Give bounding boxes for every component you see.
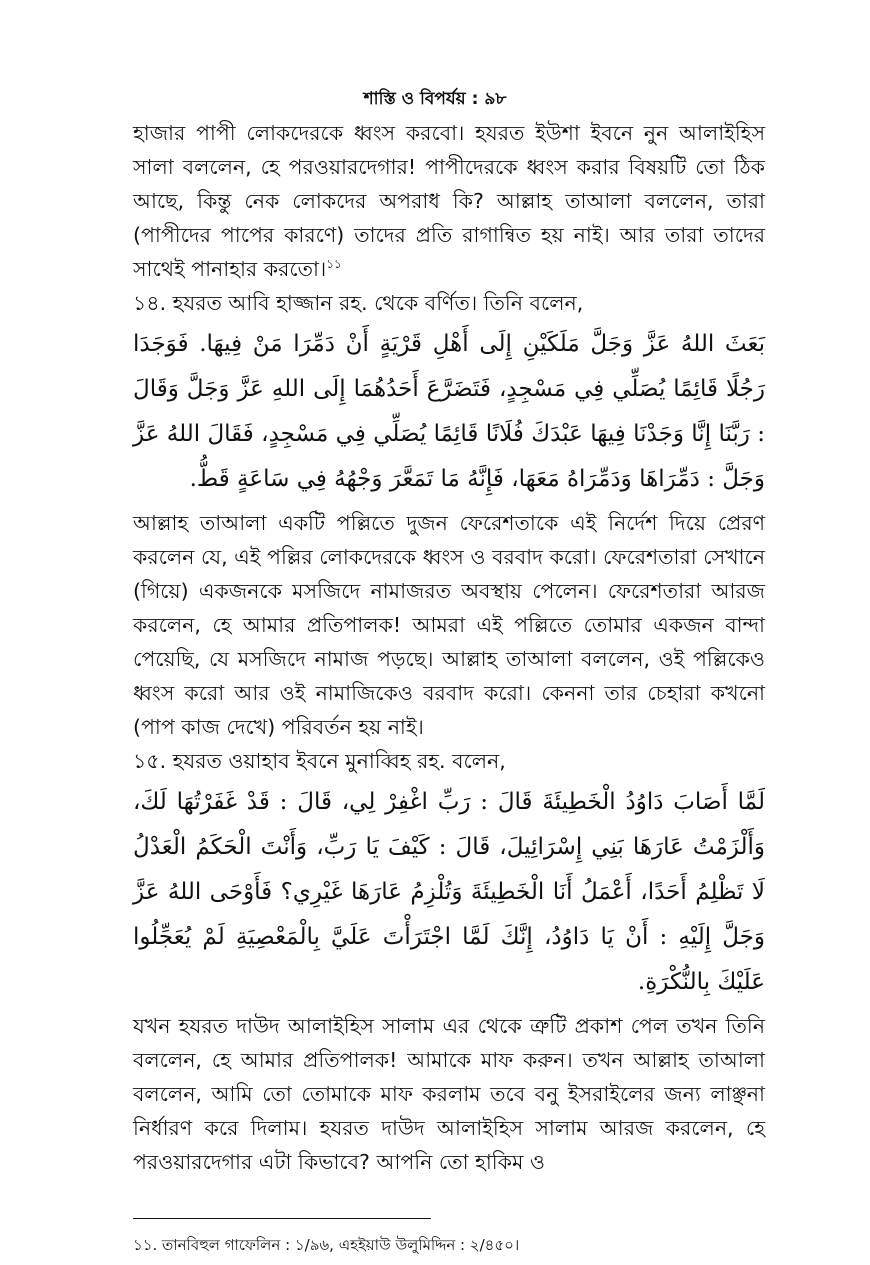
hadith-15-arabic: لَمَّا أَصَابَ دَاوُدُ الْخَطِيئَةَ قَالَ : رَبِّ اغْفِرْ لِي، قَالَ : قَدْ غَفَرْتُهَا لَكَ، وَأَلْزَمْتُ عَارَهَا بَنِي إِسْرَائِيلَ، قَالَ : كَيْفَ يَا رَبِّ، وَأَنْتَ الْحَكَمُ الْعَدْلُ لَا تَظْلِمُ أَحَدًا، أَعْمَلُ أَنَا الْخَطِيئَةَ وَتُلْزِمُ عَارَهَا غَيْرِي؟ فَأَوْحَى اللهُ عَزَّ وَجَلَّ إِلَيْهِ : أَنْ يَا دَاوُدُ، إِنَّكَ لَمَّا اجْتَرَأْتَ عَلَيَّ بِالْمَعْصِيَةِ لَمْ يُعَجِّلُوا عَلَيْكَ بِالنُّكْرَةِ. (133, 789, 765, 995)
hadith-15-translation: যখন হযরত দাউদ আলাইহিস সালাম এর থেকে ত্রুটি প্রকাশ পেল তখন তিনি বললেন, হে আমার প্রতিপালক! আমাকে মাফ করুন। তখন আল্লাহ তাআলা বললেন, আমি তো তোমাকে মাফ করলাম তবে বনু ইসরাইলের জন্য লাঞ্ছনা নির্ধারণ করে দিলাম। হযরত দাউদ আলাইহিস সালাম আরজ করলেন, হে পরওয়ারদেগার এটা কিভাবে? আপনি তো হাকিম ও (133, 1014, 765, 1174)
footnote-divider (133, 1218, 431, 1219)
page-title: শাস্তি ও বিপর্যয় : ৯৮ (363, 89, 507, 109)
footnote: ১১. তানবিহুল গাফেলিন : ১/৯৬, এহইয়াউ উলুমিদ্দিন : ২/৪৫০। (133, 1236, 520, 1254)
hadith-14-translation: আল্লাহ তাআলা একটি পল্লিতে দুজন ফেরেশতাকে এই নির্দেশ দিয়ে প্রেরণ করলেন যে, এই পল্লির লোকদেরকে ধ্বংস ও বরবাদ করো। ফেরেশতারা সেখানে (গিয়ে) একজনকে মসজিদে নামাজরত অবস্থায় পেলেন। ফেরেশতারা আরজ করলেন, হে আমার প্রতিপালক! আমরা এই পল্লিতে তোমার একজন বান্দা পেয়েছি, যে মসজিদে নামাজ পড়ছে। আল্লাহ তাআলা বললেন, ওই পল্লিকেও ধ্বংস করো আর ওই নামাজিকেও বরবাদ করো। কেননা তার চেহারা কখনো (পাপ কাজ দেখে) পরিবর্তন হয় নাই। (133, 511, 765, 739)
footnote-reference: ১১ (326, 257, 342, 272)
paragraph-opening-text: হাজার পাপী লোকদেরকে ধ্বংস করবো। হযরত ইউশা ইবনে নুন আলাইহিস সালা বললেন, হে পরওয়ারদেগার! পাপীদেরকে ধ্বংস করার বিষয়টি তো ঠিক আছে, কিন্তু নেক লোকদের অপরাধ কি? আল্লাহ তাআলা বললেন, তারা (পাপীদের পাপের কারণে) তাদের প্রতি রাগান্বিত হয় নাই। আর তারা তাদের সাথেই পানাহার করতো। (133, 121, 765, 281)
hadith-15-heading: ১৫. হযরত ওয়াহাব ইবনে মুনাব্বিহ রহ. বলেন, (133, 749, 506, 773)
paragraph-opening (133, 116, 765, 286)
hadith-14-heading: ১৪. হযরত আবি হাজ্জান রহ. থেকে বর্ণিত। তিনি বলেন, (133, 291, 584, 315)
body-text (133, 116, 765, 1179)
hadith-14-arabic: بَعَثَ اللهُ عَزَّ وَجَلَّ مَلَكَيْنِ إِلَى أَهْلِ قَرْيَةٍ أَنْ دَمِّرَا مَنْ فِيهَا. فَوَجَدَا رَجُلًا قَائِمًا يُصَلِّي فِي مَسْجِدٍ، فَتَضَرَّعَ أَحَدُهُمَا إِلَى اللهِ عَزَّ وَجَلَّ وَقَالَ : رَبَّنَا إِنَّا وَجَدْنَا فِيهَا عَبْدَكَ فُلَانًا قَائِمًا يُصَلِّي فِي مَسْجِدٍ، فَقَالَ اللهُ عَزَّ وَجَلَّ : دَمِّرَاهَا وَدَمِّرَاهُ مَعَهَا، فَإِنَّهُ مَا تَمَعَّرَ وَجْهُهُ فِي سَاعَةٍ قَطُّ. (133, 331, 765, 492)
